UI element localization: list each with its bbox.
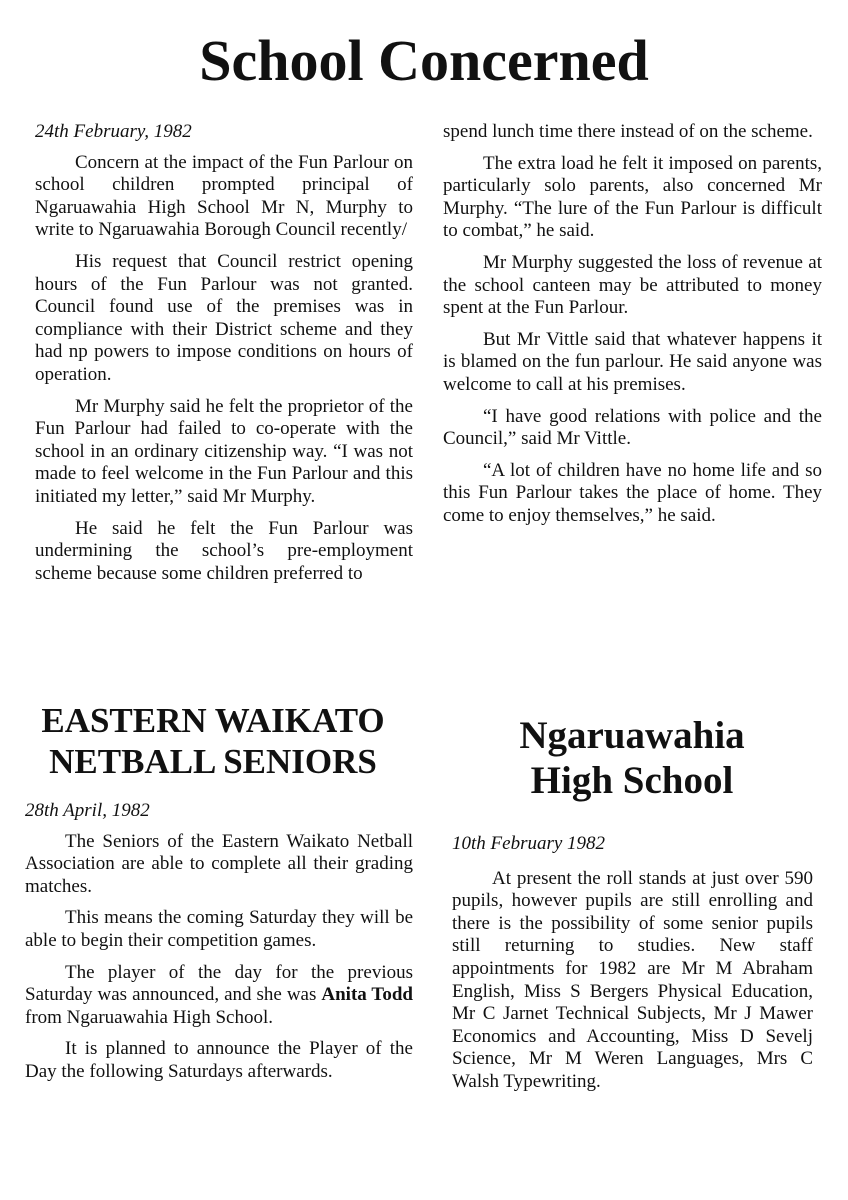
article-paragraph: His request that Council restrict opening hours of the Fun Parlour was not granted. Council found use of the premises was in compliance with their District scheme and they had np powers to impose conditions on hours of operation. — [35, 250, 413, 385]
article-paragraph: The Seniors of the Eastern Waikato Netball Association are able to complete all their grading matches. — [25, 830, 413, 897]
article1-column-right — [443, 121, 822, 537]
article3-date: 10th February 1982 — [452, 833, 606, 854]
article2-headline-line2: NETBALL SENIORS — [49, 742, 377, 781]
article3-headline — [432, 713, 832, 803]
article-paragraph: But Mr Vittle said that whatever happens it is blamed on the fun parlour. He said anyone was welcome to call at his premises. — [443, 328, 822, 395]
paragraph-text: from Ngaruawahia High School. — [25, 1006, 273, 1028]
article2-date: 28th April, 1982 — [25, 800, 150, 821]
article1-date: 24th February, 1982 — [35, 121, 192, 142]
article3-column — [452, 833, 813, 1103]
article-paragraph: At present the roll stands at just over 590 pupils, however pupils are still enrolling and there is the possibility of some senior pupils still returning to studies. New staff appointments for 1982 are Mr M Abraham English, Miss S Bergers Physical Education, Mr C Jarnet Technical Subjects, Mr J Mawer Economics and Accounting, Miss D Sevelj Science, Mr M Weren Languages, Mrs C Walsh Typewriting. — [452, 867, 813, 1092]
article-paragraph: He said he felt the Fun Parlour was undermining the school’s pre-employment scheme because some children preferred to — [35, 517, 413, 584]
article-paragraph: The extra load he felt it imposed on parents, particularly solo parents, also concerned Mr Murphy. “The lure of the Fun Parlour is difficult to combat,” he said. — [443, 152, 822, 242]
article1-column-left — [35, 121, 413, 594]
article3-headline-line2: High School — [530, 759, 734, 802]
article-paragraph: Concern at the impact of the Fun Parlour on school children prompted principal of Ngaruawahia High School Mr N, Murphy to write to Ngaruawahia Borough Council recently/ — [35, 151, 413, 241]
article1-headline: School Concerned — [199, 28, 649, 93]
article2-headline-line1: EASTERN WAIKATO — [41, 701, 385, 740]
article-paragraph: spend lunch time there instead of on the scheme. — [443, 121, 813, 142]
article-paragraph: “I have good relations with police and the Council,” said Mr Vittle. — [443, 405, 822, 450]
paragraph-text: The player of the day for the previous Saturday was announced, and she was — [25, 961, 413, 1006]
player-name: Anita Todd — [321, 984, 413, 1006]
article-paragraph: It is planned to announce the Player of the Day the following Saturdays afterwards. — [25, 1038, 413, 1082]
article-paragraph: “A lot of children have no home life and so this Fun Parlour takes the place of home. They come to enjoy themselves,” he said. — [443, 459, 822, 526]
article2-column — [25, 800, 413, 1093]
article-paragraph: This means the coming Saturday they will be able to begin their competition games. — [25, 907, 413, 951]
article-paragraph: Mr Murphy suggested the loss of revenue at the school canteen may be attributed to money spent at the Fun Parlour. — [443, 251, 822, 319]
article2-headline — [14, 700, 412, 782]
article-paragraph: Mr Murphy said he felt the proprietor of the Fun Parlour had failed to co-operate with the school in an ordinary citizenship way. “I was not made to feel welcome in the Fun Parlour and this initiated my letter,” said Mr Murphy. — [35, 395, 413, 507]
article3-headline-line1: Ngaruawahia — [519, 714, 745, 757]
article-paragraph — [25, 962, 413, 1030]
